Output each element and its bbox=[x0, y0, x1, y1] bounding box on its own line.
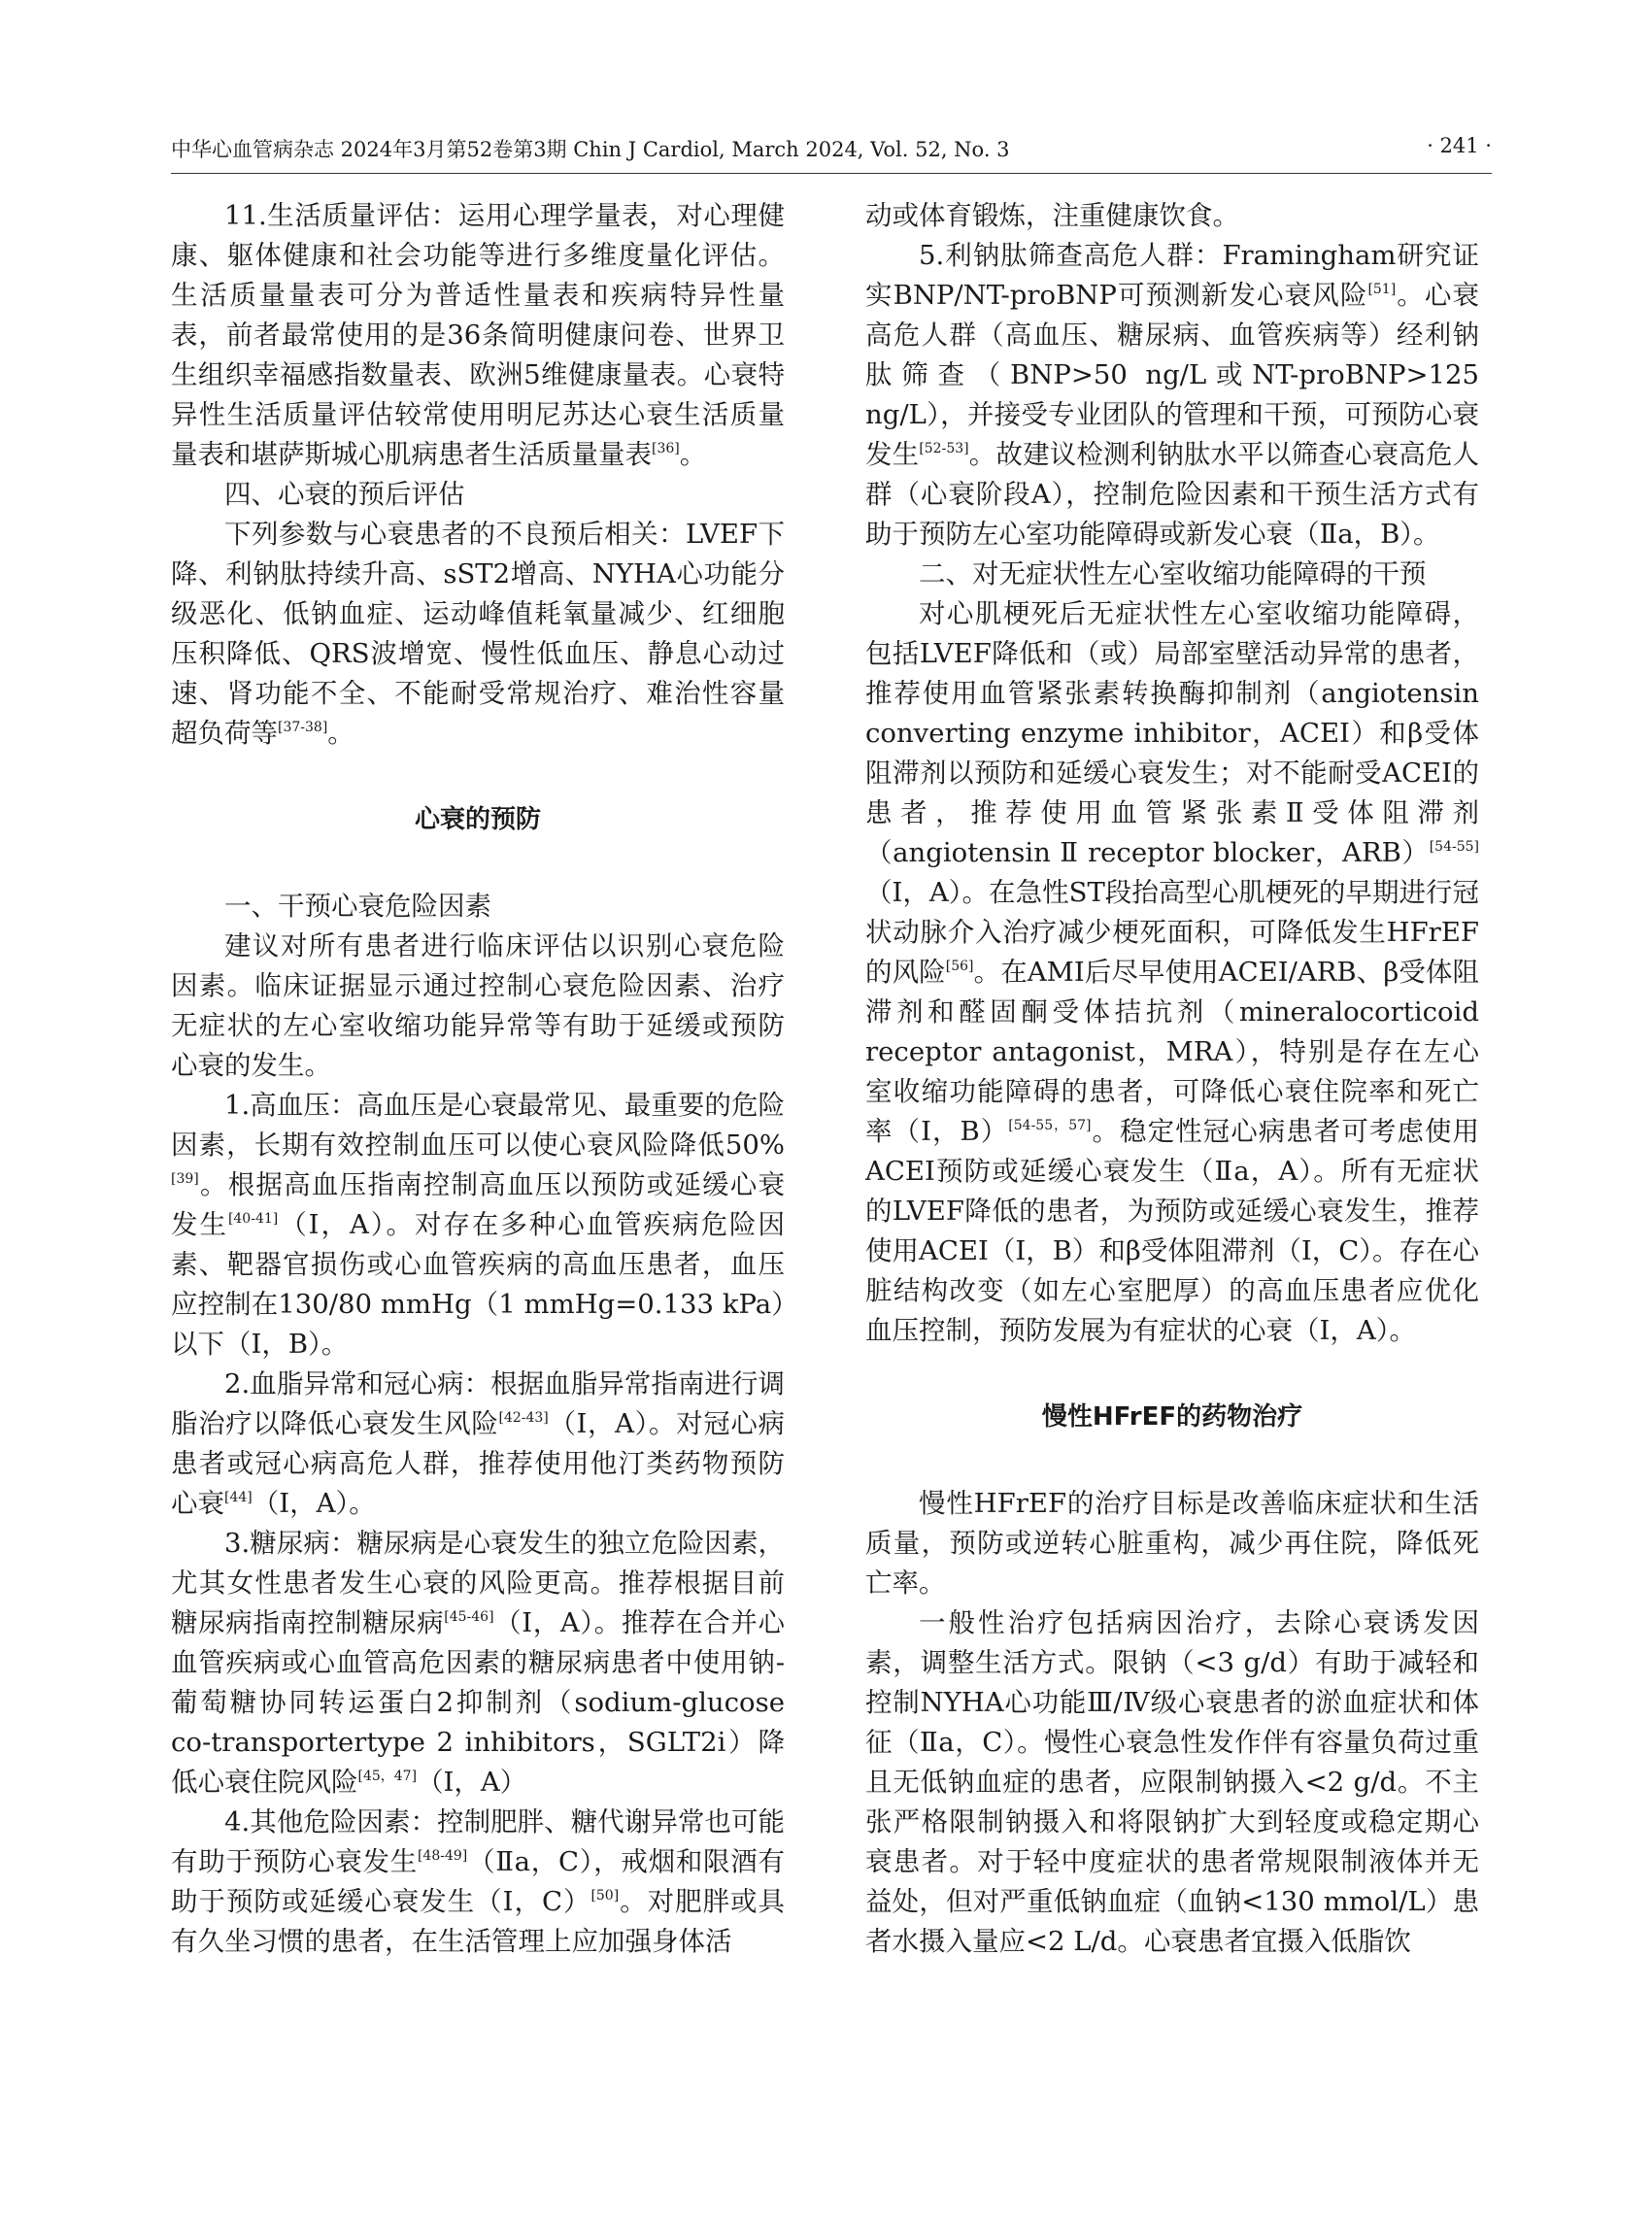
paragraph-continuation: 动或体育锻炼，注重健康饮食。 bbox=[865, 200, 1239, 231]
paragraph-treatment-goals: 慢性HFrEF的治疗目标是改善临床症状和生活质量，预防或逆转心脏重构，减少再住院，降低死亡率。 bbox=[865, 1488, 1479, 1599]
subheading-asymptomatic-lv-dysfunction: 二、对无症状性左心室收缩功能障碍的干预 bbox=[919, 558, 1427, 590]
citation-ref: [48-49] bbox=[417, 1848, 468, 1864]
paragraph-hypertension: 1.高血压：高血压是心衰最常见、最重要的危险因素，长期有效控制血压可以使心衰风险降低50%[39]。根据高血压指南控制高血压以预防或延缓心衰发生[40-41]（Ⅰ，A）。对存在多种心血管疾病危险因素、靶器官损伤或心血管疾病的高血压患者，血压应控制在130/80 mmHg（1 mmHg=0.133 kPa）以下（Ⅰ，B）。 bbox=[171, 1090, 785, 1360]
heading-hfref-drug-therapy: 慢性HFrEF的药物治疗 bbox=[1041, 1402, 1303, 1432]
paragraph-lv-dysfunction: 对心肌梗死后无症状性左心室收缩功能障碍，包括LVEF降低和（或）局部室壁活动异常的患者，推荐使用血管紧张素转换酶抑制剂（angiotensin converting enzyme inhibitor，ACEI）和β受体阻滞剂以预防和延缓心衰发生；对不能耐受ACEI的患者，推荐使用血管紧张素Ⅱ受体阻滞剂（angiotensin Ⅱ receptor blocker，ARB）[54-55]（Ⅰ，A）。在急性ST段抬高型心肌梗死的早期进行冠状动脉介入治疗减少梗死面积，可降低发生HFrEF的风险[56]。在AMI后尽早使用ACEI/ARB、β受体阻滞剂和醛固酮受体拮抗剂（mineralocorticoid receptor antagonist，MRA），特别是存在左心室收缩功能障碍的患者，可降低心衰住院率和死亡率（Ⅰ，B）[54-55，57]。稳定性冠心病患者可考虑使用ACEI预防或延缓心衰发生（Ⅱa，A）。所有无症状的LVEF降低的患者，为预防或延缓心衰发生，推荐使用ACEI（Ⅰ，B）和β受体阻滞剂（Ⅰ，C）。存在心脏结构改变（如左心室肥厚）的高血压患者应优化血压控制，预防发展为有症状的心衰（Ⅰ，A）。 bbox=[865, 598, 1479, 1346]
citation-ref: [54-55] bbox=[1429, 839, 1479, 855]
citation-ref: [45-46] bbox=[444, 1609, 494, 1625]
citation-ref: [50] bbox=[590, 1888, 620, 1904]
heading-prevention: 心衰的预防 bbox=[414, 805, 541, 834]
section-heading-prognosis: 四、心衰的预后评估 bbox=[224, 479, 465, 510]
citation-ref: [44] bbox=[224, 1490, 253, 1505]
paragraph-prognosis: 下列参数与心衰患者的不良预后相关：LVEF下降、利钠肽持续升高、sST2增高、NYHA心功能分级恶化、低钠血症、运动峰值耗氧量减少、红细胞压积降低、QRS波增宽、慢性低血压、静息心动过速、肾功能不全、不能耐受常规治疗、难治性容量超负荷等[37-38]。 bbox=[171, 519, 785, 749]
citation-ref: [51] bbox=[1367, 282, 1397, 297]
citation-ref: [56] bbox=[945, 959, 974, 974]
right-column bbox=[865, 196, 1479, 2148]
citation-ref: [37-38] bbox=[278, 720, 328, 735]
left-column bbox=[171, 196, 785, 2148]
paragraph-other-risks: 4.其他危险因素：控制肥胖、糖代谢异常也可能有助于预防心衰发生[48-49]（Ⅱa，C），戒烟和限酒有助于预防或延缓心衰发生（Ⅰ，C）[50]。对肥胖或具有久坐习惯的患者，在生活管理上应加强身体活 bbox=[171, 1806, 785, 1957]
header-rule bbox=[171, 173, 1492, 174]
citation-ref: [54-55，57] bbox=[1008, 1118, 1092, 1133]
citation-ref: [36] bbox=[652, 441, 680, 456]
citation-ref: [45，47] bbox=[357, 1769, 418, 1784]
citation-ref: [40-41] bbox=[227, 1211, 279, 1227]
subheading-risk-factors: 一、干预心衰危险因素 bbox=[224, 891, 491, 922]
paragraph-general-treatment: 一般性治疗包括病因治疗，去除心衰诱发因素，调整生活方式。限钠（<3 g/d）有助于减轻和控制NYHA心功能Ⅲ/Ⅳ级心衰患者的淤血症状和体征（Ⅱa，C）。慢性心衰急性发作伴有容量负荷过重且无低钠血症的患者，应限制钠摄入<2 g/d。不主张严格限制钠摄入和将限钠扩大到轻度或稳定期心衰患者。对于轻中度症状的患者常规限制液体并无益处，但对严重低钠血症（血钠<130 mmol/L）患者水摄入量应<2 L/d。心衰患者宜摄入低脂饮 bbox=[865, 1607, 1479, 1957]
journal-citation: 中华心血管病杂志 2024年3月第52卷第3期 Chin J Cardiol, March 2024, Vol. 52, No. 3 bbox=[171, 138, 1010, 161]
paragraph-risk-assessment: 建议对所有患者进行临床评估以识别心衰危险因素。临床证据显示通过控制心衰危险因素、治疗无症状的左心室收缩功能异常等有助于延缓或预防心衰的发生。 bbox=[171, 930, 785, 1081]
citation-ref: [52-53] bbox=[919, 441, 969, 456]
page-number: · 241 · bbox=[1427, 134, 1492, 157]
paragraph-diabetes: 3.糖尿病：糖尿病是心衰发生的独立危险因素，尤其女性患者发生心衰的风险更高。推荐根据目前糖尿病指南控制糖尿病[45-46]（Ⅰ，A）。推荐在合并心血管疾病或心血管高危因素的糖尿病患者中使用钠-葡萄糖协同转运蛋白2抑制剂（sodium-glucose co-transportertype 2 inhibitors，SGLT2i）降低心衰住院风险[45，47]（Ⅰ，A） bbox=[171, 1528, 785, 1798]
paragraph-natriuretic-screening: 5.利钠肽筛查高危人群：Framingham研究证实BNP/NT-proBNP可预测新发心衰风险[51]。心衰高危人群（高血压、糖尿病、血管疾病等）经利钠肽筛查（BNP>50 ng/L或NT-proBNP>125 ng/L），并接受专业团队的管理和干预，可预防心衰发生[52-53]。故建议检测利钠肽水平以筛查心衰高危人群（心衰阶段A），控制危险因素和干预生活方式有助于预防左心室功能障碍或新发心衰（Ⅱa，B）。 bbox=[865, 240, 1479, 550]
citation-ref: [39] bbox=[171, 1171, 199, 1187]
citation-ref: [42-43] bbox=[498, 1410, 549, 1426]
paragraph-quality-of-life: 11.生活质量评估：运用心理学量表，对心理健康、躯体健康和社会功能等进行多维度量化评估。生活质量量表可分为普适性量表和疾病特异性量表，前者最常使用的是36条简明健康问卷、世界卫生组织幸福感指数量表、欧洲5维健康量表。心衰特异性生活质量评估较常使用明尼苏达心衰生活质量量表和堪萨斯城心肌病患者生活质量量表[36]。 bbox=[171, 200, 785, 470]
paragraph-dyslipidemia: 2.血脂异常和冠心病：根据血脂异常指南进行调脂治疗以降低心衰发生风险[42-43]（Ⅰ，A）。对冠心病患者或冠心病高危人群，推荐使用他汀类药物预防心衰[44]（Ⅰ，A）。 bbox=[171, 1368, 785, 1519]
running-header bbox=[171, 134, 1492, 167]
